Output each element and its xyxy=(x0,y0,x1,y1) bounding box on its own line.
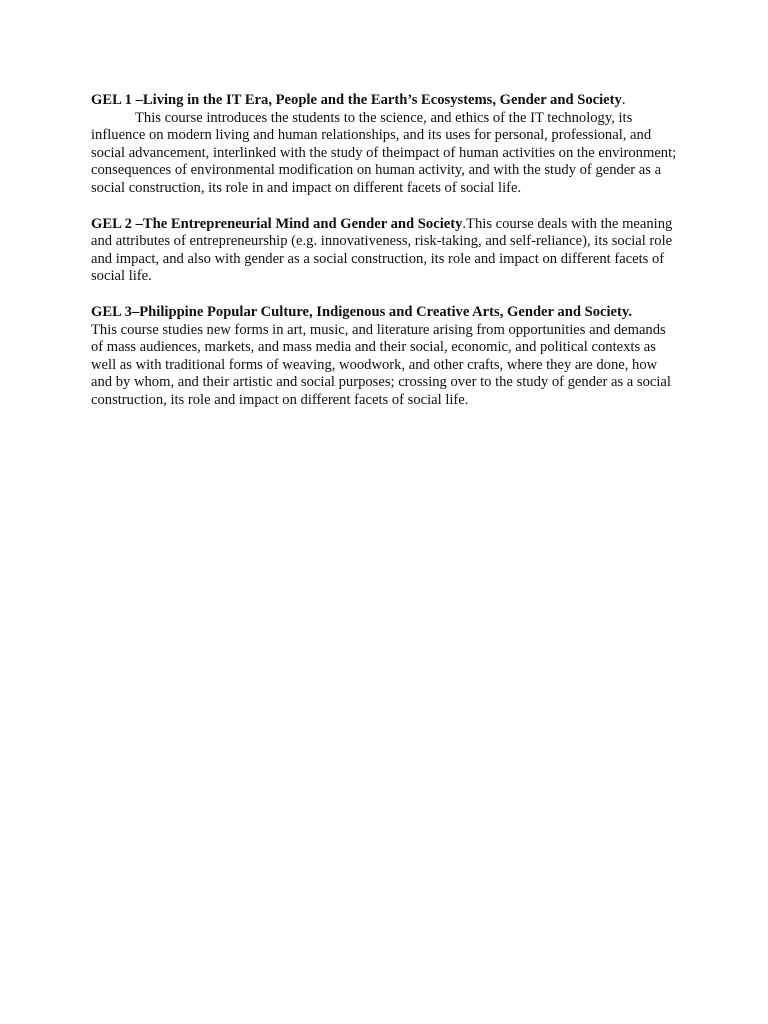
course-title-suffix: . xyxy=(462,215,467,232)
course-gel-1 xyxy=(91,92,681,198)
course-gel-3 xyxy=(91,304,681,410)
course-heading-line xyxy=(91,92,681,110)
document-page xyxy=(91,92,681,428)
course-heading-line xyxy=(91,304,681,322)
course-title: GEL 1 –Living in the IT Era, People and the Earth’s Ecosystems, Gender and Society xyxy=(91,92,622,108)
course-description: This course studies new forms in art, music, and literature arising from opportunities and demands of mass audiences, markets, and mass media and their social, economic, and political contexts as well as with traditional forms of weaving, woodwork, and other crafts, where they are done, how and by whom, and their artistic and social purposes; crossing over to the study of gender as a social construction, its role and impact on different facets of social life. xyxy=(91,321,671,408)
course-title: GEL 2 –The Entrepreneurial Mind and Gender and Society xyxy=(91,215,463,232)
course-description: This course deals with the meaning and attributes of entrepreneurship (e.g. innovativeness, risk-taking, and self-reliance), its social role and impact, and also with gender as a social construction, its role and impact on different facets of social life. xyxy=(91,215,673,285)
course-gel-2 xyxy=(91,216,681,286)
course-title: GEL 3–Philippine Popular Culture, Indigenous and Creative Arts, Gender and Society. xyxy=(91,303,633,320)
course-description: This course introduces the students to the science, and ethics of the IT technology, its influence on modern living and human relationships, and its uses for personal, professional, and social advancement, interlinked with the study of theimpact of human activities on the environment; consequences of environmental modification on human activity, and with the study of gender as a social construction, its role in and impact on different facets of social life. xyxy=(91,109,677,196)
course-title-suffix: . xyxy=(621,92,626,108)
